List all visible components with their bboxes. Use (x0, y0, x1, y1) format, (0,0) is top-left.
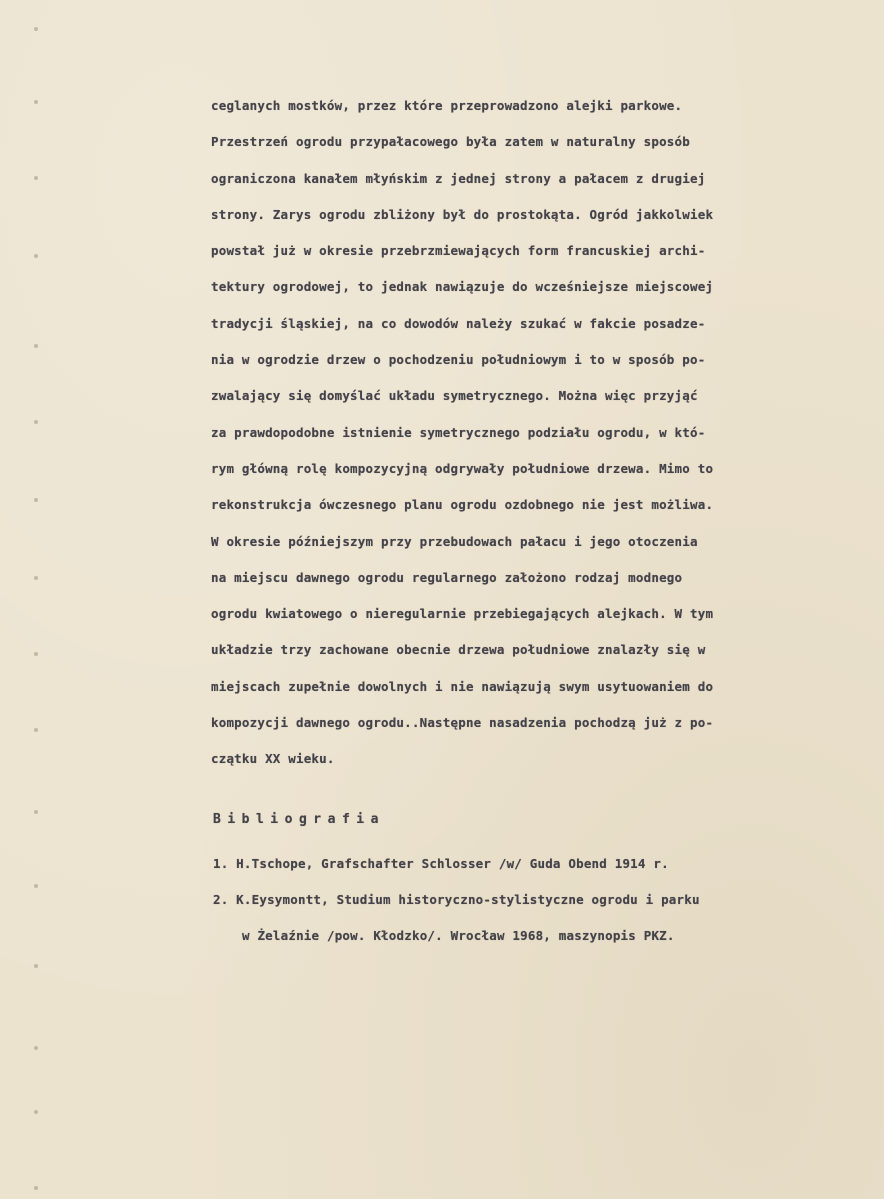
punch-hole-mark (34, 344, 38, 348)
bibliography-list (213, 846, 833, 954)
punch-hole-mark (34, 652, 38, 656)
text-line: zwalający się domyślać układu symetrycznego. Można więc przyjąć (211, 388, 698, 404)
bibliography-entry: 2. K.Eysymontt, Studium historyczno-stylistyczne ogrodu i parku (213, 892, 700, 907)
text-line: strony. Zarys ogrodu zbliżony był do prostokąta. Ogród jakkolwiek (211, 206, 714, 222)
punch-hole-mark (34, 27, 38, 31)
text-line: kompozycji dawnego ogrodu..Następne nasadzenia pochodzą już z po- (211, 715, 714, 731)
text-line: za prawdopodobne istnienie symetrycznego podziału ogrodu, w któ- (211, 424, 706, 440)
bibliography-heading: Bibliografia (213, 812, 385, 827)
punch-hole-mark (34, 810, 38, 814)
punch-hole-mark (34, 1110, 38, 1114)
punch-hole-mark (34, 884, 38, 888)
punch-hole-mark (34, 1186, 38, 1190)
text-line: tektury ogrodowej, to jednak nawiązuje do wcześniejsze miejscowej (211, 279, 714, 295)
punch-hole-mark (34, 420, 38, 424)
punch-hole-mark (34, 576, 38, 580)
punch-hole-mark (34, 728, 38, 732)
text-line: powstał już w okresie przebrzmiewających form francuskiej archi- (211, 243, 706, 259)
text-line: tradycji śląskiej, na co dowodów należy szukać w fakcie posadze- (211, 315, 706, 331)
text-line: rekonstrukcja ówczesnego planu ogrodu ozdobnego nie jest możliwa. (211, 497, 714, 513)
text-line: ograniczona kanałem młyńskim z jednej strony a pałacem z drugiej (211, 170, 706, 186)
text-line: układzie trzy zachowane obecnie drzewa południowe znalazły się w (211, 642, 706, 658)
text-line: rym główną rolę kompozycyjną odgrywały południowe drzewa. Mimo to (211, 460, 714, 476)
text-line: na miejscu dawnego ogrodu regularnego założono rodzaj modnego (211, 569, 683, 585)
text-line: nia w ogrodzie drzew o pochodzeniu południowym i to w sposób po- (211, 352, 706, 368)
punch-hole-mark (34, 498, 38, 502)
text-line: ogrodu kwiatowego o nieregularnie przebiegających alejkach. W tym (211, 606, 714, 622)
punch-hole-mark (34, 100, 38, 104)
text-line: miejscach zupełnie dowolnych i nie nawiązują swym usytuowaniem do (211, 678, 714, 694)
punch-hole-mark (34, 176, 38, 180)
text-line: ceglanych mostków, przez które przeprowadzono alejki parkowe. (211, 98, 683, 113)
text-line: Przestrzeń ogrodu przypałacowego była zatem w naturalny sposób (211, 134, 690, 150)
text-line: czątku XX wieku. (211, 751, 335, 767)
bibliography-entry: 1. H.Tschope, Grafschafter Schlosser /w/ Guda Obend 1914 r. (213, 856, 669, 871)
punch-hole-mark (34, 254, 38, 258)
text-line: W okresie późniejszym przy przebudowach pałacu i jego otoczenia (211, 533, 698, 549)
bibliography-entry-continuation: w Żelaźnie /pow. Kłodzko/. Wrocław 1968, maszynopis PKZ. (242, 928, 675, 943)
typed-body-text (211, 88, 831, 778)
punch-hole-mark (34, 964, 38, 968)
punch-hole-mark (34, 1046, 38, 1050)
